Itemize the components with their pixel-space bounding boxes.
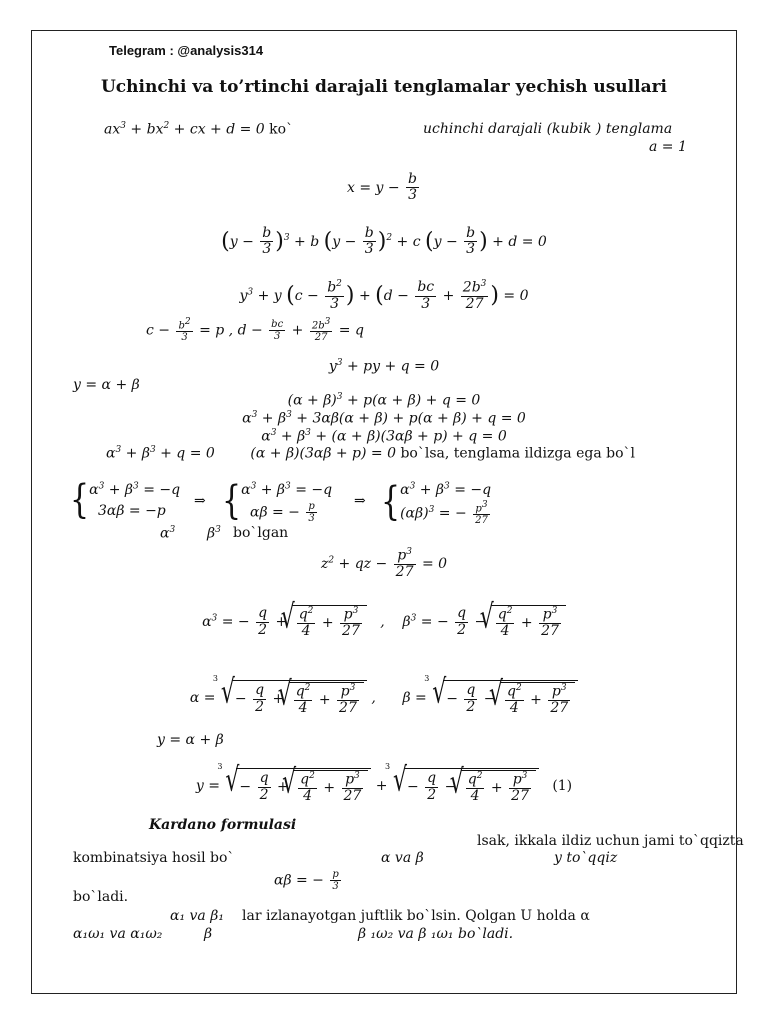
- beta-symbol: β: [204, 926, 213, 942]
- expand-line-1: $(\alpha + \beta)^3 + p(\alpha + \beta) + q = 0$: [287, 392, 481, 409]
- bolgan-text: bo`lgan: [233, 525, 289, 541]
- page-title: Uchinchi va to’rtinchi darajali tenglamalar yechish usullari: [100, 77, 668, 97]
- ko-label: ko`: [269, 121, 294, 138]
- condition-line: $\alpha^3 + \beta^3 + q = 0$ (α + β)(3αβ + p) = 0 bo`lsa, tenglama ildizga ega bo`l: [106, 445, 635, 462]
- quadratic-resolvent: $z^2$ + qz − $\frac{p^3}{27}$ = 0: [320, 547, 448, 581]
- kombinatsiya-text: kombinatsiya hosil bo`: [73, 850, 235, 866]
- beta-cube-label: $\beta^3$: [207, 525, 221, 542]
- cardano-formula: y = √ 3 − $\frac{q}{2}$ + √ $\frac{q^2}{4}$ + $\frac{p^3}{27}$ + √ 3 − $\frac{q}{2}$ − √ $\frac{q^2}{4}$ + $\frac{p^3}{27}$ (1): [0, 768, 768, 804]
- expand-line-2: $\alpha^3 + \beta^3 + 3\alpha\beta(\alpha + \beta) + p(\alpha + \beta) + q = 0$: [242, 410, 526, 427]
- alpha-cube-label: $\alpha^3$: [160, 525, 176, 542]
- implies-1: ⇒: [194, 493, 206, 509]
- lsak-text: lsak, ikkala ildiz uchun jami to`qqizta: [477, 833, 744, 849]
- lar-izlanayotgan-text: lar izlanayotgan juftlik bo`lsin. Qolgan U holda α: [242, 908, 590, 924]
- implies-2: ⇒: [354, 493, 366, 509]
- system-2: {$\alpha^3 + \beta^3 = -q$ αβ = − $\frac{p}{3}$: [222, 478, 333, 525]
- alpha-beta-product: αβ = − $\frac{p}{3}$: [274, 869, 339, 892]
- y-alpha-beta-2: y = α + β: [157, 732, 224, 748]
- cubic-label: uchinchi darajali (kubik ) tenglama: [423, 121, 673, 137]
- reduced-form-expansion: $y^3 + y$ (c − $\frac{b^2}{3}$ ) + (d − $\frac{bc}{3}$ + $\frac{2b^3}{27}$ ) = 0: [239, 279, 529, 313]
- kardano-heading: Kardano formulasi: [149, 817, 297, 833]
- alpha-beta-cube-roots: $\alpha^3$ = − $\frac{q}{2}$ + √ $\frac{q^2}{4}$ + $\frac{p^3}{27}$ , $\beta^3$ = − $\frac{q}{2}$ − √ $\frac{q^2}{4}$ + $\frac{p^3}{27}$: [0, 605, 768, 639]
- a-equals-one: a = 1: [649, 139, 687, 155]
- y-alpha-beta: y = α + β: [73, 377, 140, 393]
- cubic-general-equation: $ax^3 + bx^2$ + cx + d = 0 ko`: [104, 121, 294, 138]
- alpha1-beta1: α₁ va β₁: [170, 908, 224, 924]
- substituted-equation: (y − $\frac{b}{3}$ )$^3$ + b (y − $\frac{b}{3}$ )$^2$ + c (y − $\frac{b}{3}$ ) + d = 0: [221, 225, 547, 258]
- system-3: {$\alpha^3 + \beta^3 = -q$ $(\alpha\beta)^3$ = − $\frac{p^3}{27}$: [381, 479, 492, 527]
- alpha-omegas: α₁ω₁ va α₁ω₂: [73, 926, 163, 942]
- boladi-text: bo`ladi.: [73, 889, 129, 905]
- p-q-definitions: c − $\frac{b^2}{3}$ = p , d − $\frac{bc}{3}$ + $\frac{2b^3}{27}$ = q: [146, 317, 364, 344]
- substitution-x: x = y − $\frac{b}{3}$: [346, 171, 418, 204]
- alpha-va-beta: α va β: [381, 850, 424, 866]
- y-toqqiz-text: y to`qqiz: [554, 850, 618, 866]
- equation-number: (1): [552, 778, 573, 795]
- expand-line-3: $\alpha^3 + \beta^3 + (\alpha + \beta)(3\alpha\beta + p) + q = 0$: [261, 428, 507, 445]
- alpha-beta-values: α = √ 3 − $\frac{q}{2}$ + √ $\frac{q^2}{4}$ + $\frac{p^3}{27}$ , β = √ 3 − $\frac{q}{2}$ − √ $\frac{q^2}{4}$ + $\frac{p^3}{27}$: [0, 680, 768, 716]
- depressed-cubic: $y^3$ + py + q = 0: [328, 358, 440, 375]
- telegram-handle: Telegram : @analysis314: [109, 43, 264, 58]
- bolsa-text: bo`lsa, tenglama ildizga ega bo`l: [400, 445, 635, 462]
- beta-omegas: β ₁ω₂ va β ₁ω₁ bo`ladi.: [358, 926, 514, 942]
- system-1: {$\alpha^3 + \beta^3 = -q$ 3αβ = −p: [70, 477, 181, 524]
